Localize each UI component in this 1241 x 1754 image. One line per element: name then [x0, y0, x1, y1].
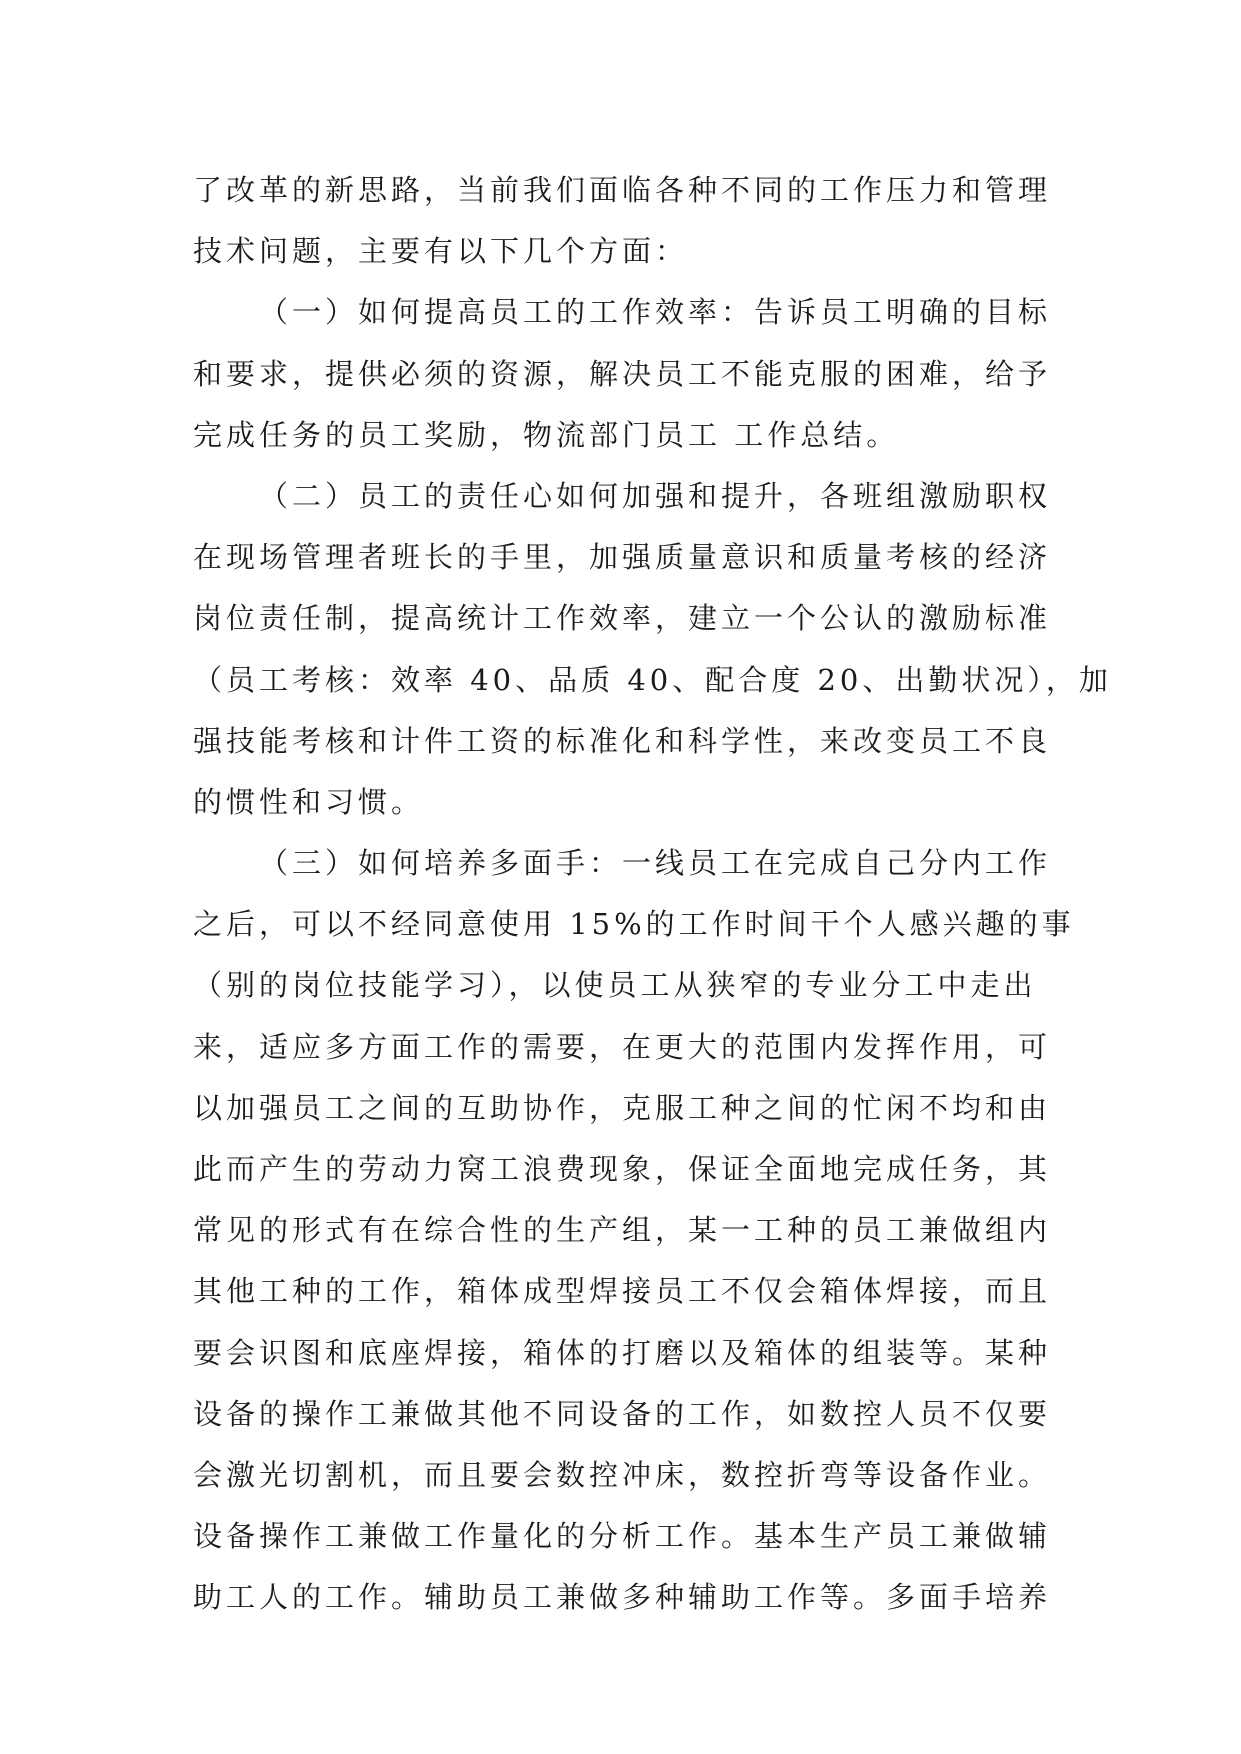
text-line: 来，适应多方面工作的需要，在更大的范围内发挥作用，可: [193, 1029, 1052, 1064]
section-heading-line: （二）员工的责任心如何加强和提升，各班组激励职权: [259, 478, 1052, 513]
text-line: 助工人的工作。辅助员工兼做多种辅助工作等。多面手培养: [193, 1580, 1052, 1615]
text-line: 的惯性和习惯。: [193, 784, 425, 819]
text-line: 了改革的新思路，当前我们面临各种不同的工作压力和管理: [193, 173, 1052, 207]
text-line: 其他工种的工作，箱体成型焊接员工不仅会箱体焊接，而且: [193, 1274, 1052, 1309]
text-line: 和要求，提供必须的资源，解决员工不能克服的困难，给予: [193, 356, 1052, 391]
document-body: [193, 160, 1112, 1629]
text-line: （别的岗位技能学习），以使员工从狭窄的专业分工中走出: [193, 968, 1037, 1003]
text-line: 完成任务的员工奖励，物流部门员工 工作总结。: [193, 417, 900, 452]
text-line: 在现场管理者班长的手里，加强质量意识和质量考核的经济: [193, 540, 1052, 575]
section-heading-line: （三）如何培养多面手：一线员工在完成自己分内工作: [259, 846, 1052, 881]
text-line: 设备操作工兼做工作量化的分析工作。基本生产员工兼做辅: [193, 1519, 1052, 1554]
text-line: 以加强员工之间的互助协作，克服工种之间的忙闲不均和由: [193, 1090, 1052, 1125]
section-heading-line: （一）如何提高员工的工作效率：告诉员工明确的目标: [259, 295, 1052, 330]
text-line: 强技能考核和计件工资的标准化和科学性，来改变员工不良: [193, 723, 1052, 758]
text-line: 会激光切割机，而且要会数控冲床，数控折弯等设备作业。: [193, 1457, 1052, 1492]
text-line: 岗位责任制，提高统计工作效率，建立一个公认的激励标准: [193, 601, 1052, 636]
text-line: 要会识图和底座焊接，箱体的打磨以及箱体的组装等。某种: [193, 1335, 1052, 1370]
text-line: （员工考核：效率 40、品质 40、配合度 20、出勤状况），加: [193, 662, 1112, 697]
text-line: 常见的形式有在综合性的生产组，某一工种的员工兼做组内: [193, 1213, 1052, 1248]
text-line: 之后，可以不经同意使用 15%的工作时间干个人感兴趣的事: [193, 907, 1075, 942]
text-line: 此而产生的劳动力窝工浪费现象，保证全面地完成任务，其: [193, 1152, 1052, 1186]
text-line: 设备的操作工兼做其他不同设备的工作，如数控人员不仅要: [193, 1396, 1052, 1431]
text-line: 技术问题，主要有以下几个方面：: [193, 234, 689, 269]
